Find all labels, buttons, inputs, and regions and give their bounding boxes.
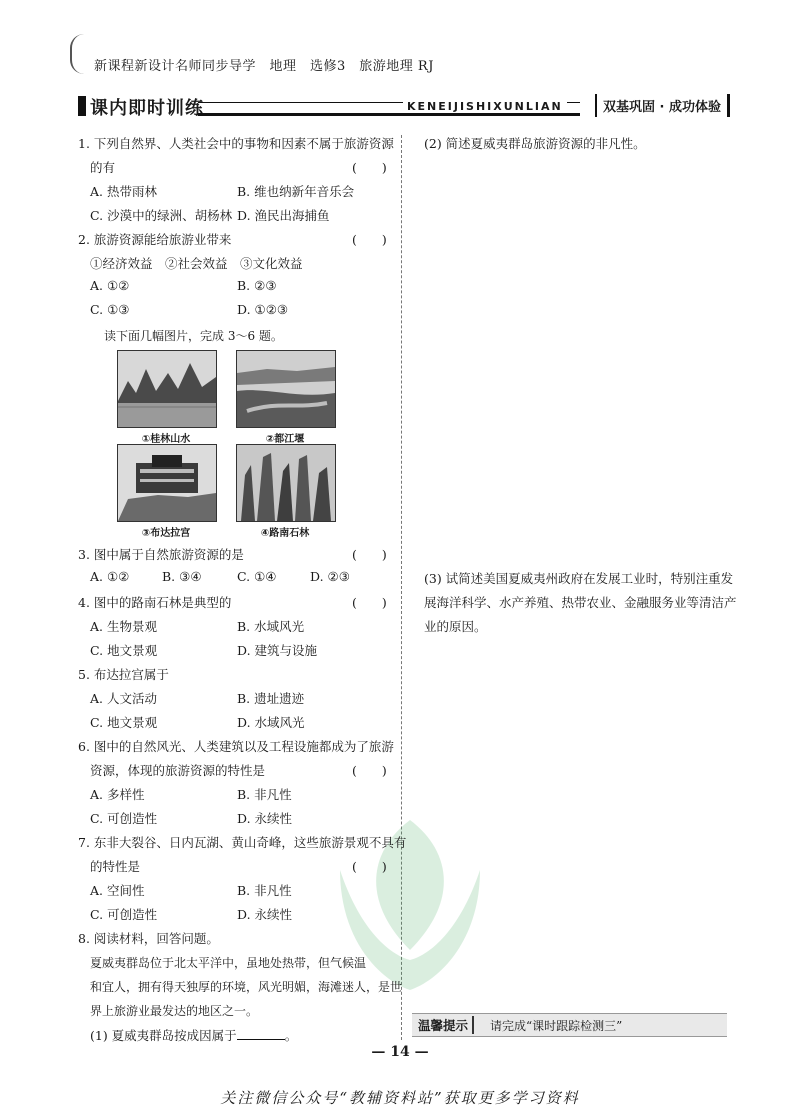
q6-option-c[interactable]: C. 可创造性: [90, 811, 158, 826]
q2-items: ①经济效益 ②社会效益 ③文化效益: [90, 256, 303, 271]
page-number: — 14 —: [371, 1044, 429, 1060]
q7-option-b[interactable]: B. 非凡性: [237, 883, 292, 898]
hint-text[interactable]: 请完成“课时跟踪检测三”: [490, 1019, 623, 1033]
banner-block-decoration: [78, 96, 86, 116]
banner-pinyin: KENEIJISHIXUNLIAN: [403, 100, 567, 113]
q7-option-c[interactable]: C. 可创造性: [90, 907, 158, 922]
q5-option-d[interactable]: D. 水域风光: [237, 715, 305, 730]
hint-box: [412, 1013, 727, 1037]
q8-sub-question-1: [90, 1026, 297, 1044]
banner-title: 课内即时训练: [90, 98, 204, 119]
section-banner: [78, 94, 730, 120]
q6-option-b[interactable]: B. 非凡性: [237, 787, 292, 802]
caption-img-2: ②都江堰: [265, 434, 305, 445]
question-6-text: 6. 图中的自然风光、人类建筑以及工程设施都成为了旅游: [78, 739, 394, 754]
question-1-text-cont: 的有: [90, 160, 116, 175]
caption-img-4: ④路南石林: [260, 528, 310, 539]
image-group-intro: 读下面几幅图片，完成 3～6 题。: [104, 329, 283, 343]
answer-paren-3[interactable]: ( ): [352, 547, 387, 562]
answer-paren-4[interactable]: ( ): [352, 595, 387, 610]
question-8-text: 8. 阅读材料，回答问题。: [78, 931, 219, 946]
q8-sub1-blank[interactable]: [237, 1027, 285, 1040]
q7-option-d[interactable]: D. 永续性: [237, 907, 293, 922]
q1-option-a[interactable]: A. 热带雨林: [90, 184, 157, 199]
q8-material-line-1: 夏威夷群岛位于北太平洋中，虽地处热带，但气候温: [90, 956, 367, 970]
question-7-text: 7. 东非大裂谷、日内瓦湖、黄山奇峰，这些旅游景观不具有: [78, 835, 407, 850]
q8-material-line-2: 和宜人，拥有得天独厚的环境，风光明媚，海滩迷人，是世: [90, 980, 403, 994]
q8-sub-question-3-line-3: 业的原因。: [424, 619, 487, 634]
q1-option-c[interactable]: C. 沙漠中的绿洲、胡杨林: [90, 208, 233, 223]
q2-option-d[interactable]: D. ①②③: [237, 302, 289, 317]
q2-option-c[interactable]: C. ①③: [90, 302, 130, 317]
q5-option-a[interactable]: A. 人文活动: [90, 691, 157, 706]
answer-paren-1[interactable]: ( ): [352, 160, 387, 175]
question-3-text: 3. 图中属于自然旅游资源的是: [78, 547, 244, 562]
banner-rule: [198, 102, 580, 116]
answer-paren-2[interactable]: ( ): [352, 232, 387, 247]
answer-paren-7[interactable]: ( ): [352, 859, 387, 874]
question-6-text-cont: 资源，体现的旅游资源的特性是: [90, 763, 266, 778]
q1-option-d[interactable]: D. 渔民出海捕鱼: [237, 208, 330, 223]
q8-sub1-text: (1) 夏威夷群岛按成因属于: [90, 1028, 237, 1043]
q8-sub-question-2: (2) 简述夏威夷群岛旅游资源的非凡性。: [424, 136, 646, 151]
q1-option-b[interactable]: B. 维也纳新年音乐会: [237, 184, 355, 199]
q8-sub-question-3-line-1: (3) 试简述美国夏威夷州政府在发展工业时，特别注重发: [424, 571, 734, 586]
q3-option-a[interactable]: A. ①②: [90, 569, 130, 584]
hint-label: 温馨提示: [414, 1016, 474, 1034]
question-2-text: 2. 旅游资源能给旅游业带来: [78, 232, 232, 247]
question-4-text: 4. 图中的路南石林是典型的: [78, 595, 232, 610]
answer-paren-6[interactable]: ( ): [352, 763, 387, 778]
q6-option-d[interactable]: D. 永续性: [237, 811, 293, 826]
photo-potala-palace: [117, 444, 217, 522]
q8-sub1-end: 。: [284, 1028, 298, 1043]
q4-option-d[interactable]: D. 建筑与设施: [237, 643, 318, 658]
q3-option-d[interactable]: D. ②③: [310, 569, 350, 584]
q5-option-c[interactable]: C. 地文景观: [90, 715, 158, 730]
photo-lunan-stone-forest: [236, 444, 336, 522]
q4-option-c[interactable]: C. 地文景观: [90, 643, 158, 658]
question-1-text: 1. 下列自然界、人类社会中的事物和因素不属于旅游资源: [78, 136, 394, 151]
q4-option-b[interactable]: B. 水域风光: [237, 619, 305, 634]
question-7-text-cont: 的特性是: [90, 859, 141, 874]
caption-img-3: ③布达拉宫: [141, 528, 191, 539]
banner-tagline: 双基巩固 · 成功体验: [595, 94, 730, 117]
q2-option-b[interactable]: B. ②③: [237, 278, 277, 293]
q6-option-a[interactable]: A. 多样性: [90, 787, 145, 802]
footer-notice: 关注微信公众号“教辅资料站”获取更多学习资料: [220, 1089, 580, 1107]
series-title: 新课程新设计名师同步导学 地理 选修3 旅游地理 RJ: [94, 59, 434, 74]
caption-img-1: ①桂林山水: [141, 434, 191, 445]
photo-dujiangyan: [236, 350, 336, 428]
q2-option-a[interactable]: A. ①②: [90, 278, 130, 293]
q5-option-b[interactable]: B. 遗址遗迹: [237, 691, 305, 706]
header-bracket-decoration: [70, 34, 86, 74]
question-5-text: 5. 布达拉宫属于: [78, 667, 169, 682]
q8-sub-question-3-line-2: 展海洋科学、水产养殖、热带农业、金融服务业等清洁产: [424, 595, 737, 610]
q4-option-a[interactable]: A. 生物景观: [90, 619, 157, 634]
q7-option-a[interactable]: A. 空间性: [90, 883, 145, 898]
photo-guilin-landscape: [117, 350, 217, 428]
q8-material-line-3: 界上旅游业最发达的地区之一。: [90, 1004, 259, 1018]
q3-option-c[interactable]: C. ①④: [237, 569, 277, 584]
q3-option-b[interactable]: B. ③④: [162, 569, 202, 584]
